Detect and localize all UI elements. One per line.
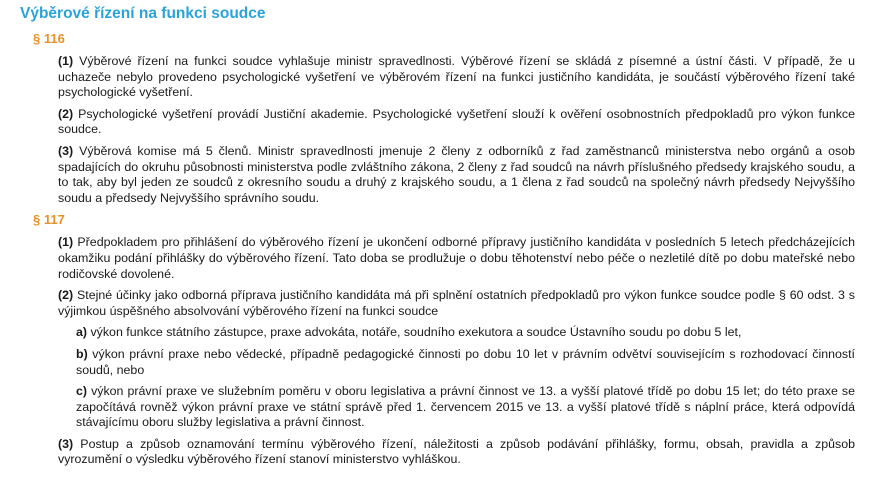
paragraph-text: Předpokladem pro přihlášení do výběrového řízení je ukončení odborné přípravy justičního kandidáta v posledních 5 letech předcházejících okamžiku podání přihlášky do výběrového řízení. Tato doba se prodlužuje o dobu těhotenství nebo péče o nezletilé dítě po dobu mateřské nebo rodičovské dovolené. [58,235,855,281]
item-text: výkon právní praxe nebo vědecké, případně pedagogické činnosti po dobu 10 let v právním odvětví souvisejícím s rozhodovací činností soudů, nebo [76,346,855,377]
item-text: výkon právní praxe ve služebním poměru v oboru legislativa a právní činnost ve 13. a vyšší platové třídě po dobu 15 let; do této praxe se započítává rovněž výkon právní praxe ve státní správě před 1. červencem 2015 ve 13. a vyšší platové třídě s náplní práce, která odpovídá stávajícímu oboru služby legislativa a právní činnost. [76,384,855,430]
list-item-c [76,384,855,431]
item-letter: b) [76,346,88,361]
paragraph-number: (2) [58,288,74,303]
paragraph-text: Výběrová komise má 5 členů. Ministr spravedlnosti jmenuje 2 členy z odborníků z řad zaměstnanců ministerstva nebo orgánů a osob spadajících do okruhu působnosti ministerstva podle zvláštního zákona, 2 členy z řad soudců na návrh příslušného předsedy krajského soudu, a to tak, aby byl jeden ze soudců z okresního soudu a druhý z krajského soudu, a 1 člena z řad soudců na společný návrh předsedy Nejvyššího soudu a předsedy Nejvyššího správního soudu. [58,143,855,205]
paragraph-number: (2) [58,106,74,121]
section-heading-117: § 117 [33,212,65,228]
paragraph-116-2 [58,107,855,138]
paragraph-text: Stejné účinky jako odborná příprava justičního kandidáta má při splnění ostatních předpokladů pro výkon funkce soudce podle § 60 odst. 3 s výjimkou úspěšného absolvování výběrového řízení na funkci soudce [58,288,855,318]
paragraph-116-3 [58,144,855,206]
paragraph-117-2 [58,288,855,319]
paragraph-116-1 [58,54,855,101]
paragraph-number: (1) [58,235,74,250]
section-heading-116: § 116 [33,31,65,46]
item-letter: a) [76,325,88,340]
page-title: Výběrové řízení na funkci soudce [20,5,266,22]
paragraph-text: Postup a způsob oznamování termínu výběrového řízení, náležitosti a způsob podávání přihlášky, formu, obsah, pravidla a způsob vyrozumění o výsledku výběrového řízení stanoví ministerstvo vyhláškou. [58,436,855,467]
item-text: výkon funkce státního zástupce, praxe advokáta, notáře, soudního exekutora a soudce Ústavního soudu po dobu 5 let, [87,325,742,340]
list-item-b [76,347,855,378]
paragraph-number: (1) [58,54,74,68]
paragraph-number: (3) [58,436,74,451]
paragraph-text: Výběrové řízení na funkci soudce vyhlašuje ministr spravedlnosti. Výběrové řízení se skládá z písemné a ústní části. V případě, že u uchazeče nebylo provedeno psychologické vyšetření ve výběrovém řízení na funkci justičního kandidáta, je součástí výběrového řízení také psychologické vyšetření. [58,54,855,100]
list-item-a [76,325,855,341]
item-letter: c) [76,384,88,399]
paragraph-text: Psychologické vyšetření provádí Justiční akademie. Psychologické vyšetření slouží k ověření osobnostních předpokladů pro výkon funkce soudce. [58,106,855,137]
paragraph-117-3 [58,437,855,468]
paragraph-117-1 [58,235,855,282]
paragraph-number: (3) [58,143,74,158]
